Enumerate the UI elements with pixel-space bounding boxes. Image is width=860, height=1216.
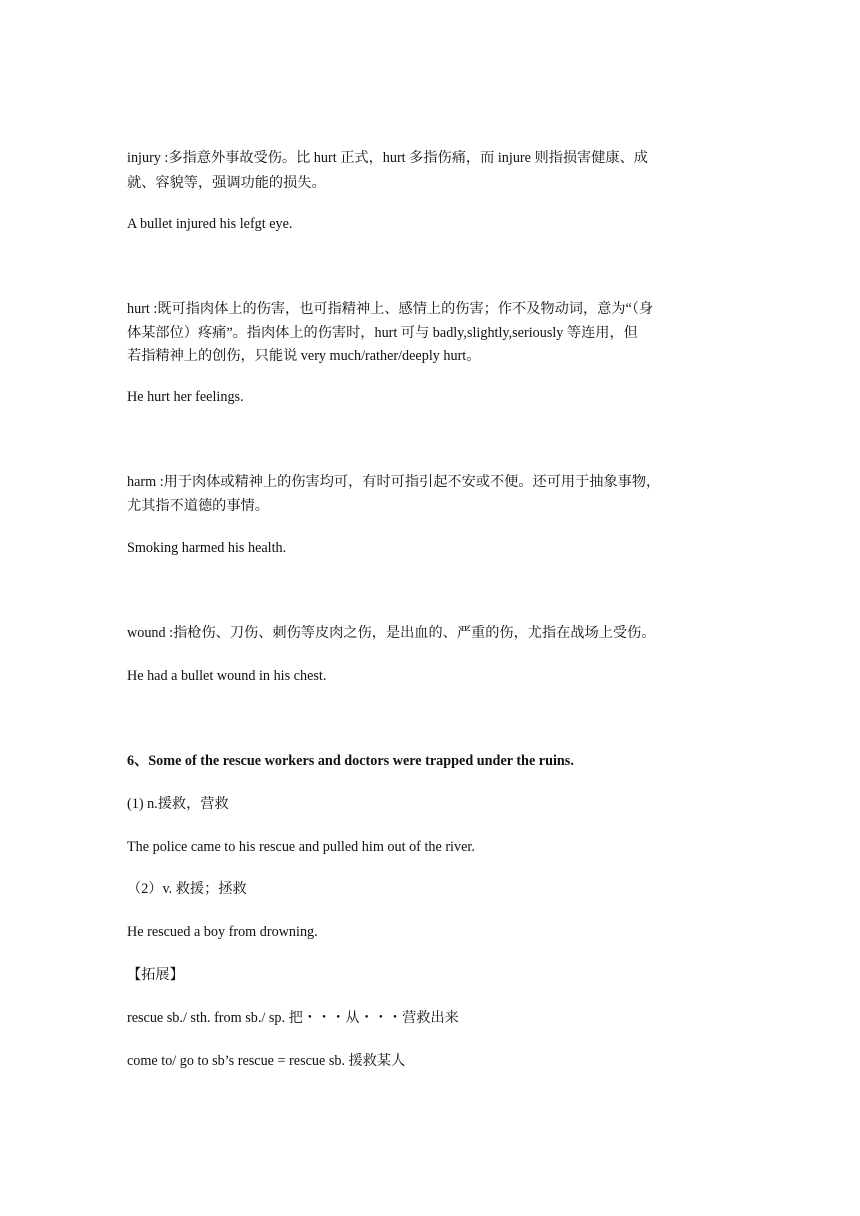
hurt-definition-line-2: 体某部位）疼痛”。指肉体上的伤害时，hurt 可与 badly,slightly,seriously 等连用，但 — [127, 325, 638, 341]
rescue-noun-meaning: (1) n.援救，营救 — [127, 796, 229, 812]
section-6-heading: 6、Some of the rescue workers and doctors were trapped under the ruins. — [127, 753, 574, 769]
injury-definition-line-2: 就、容貌等，强调功能的损失。 — [127, 175, 326, 191]
hurt-definition-line-1: hurt :既可指肉体上的伤害，也可指精神上、感情上的伤害；作不及物动词，意为“（身 — [127, 301, 654, 317]
wound-definition: wound :指枪伤、刀伤、刺伤等皮肉之伤，是出血的、严重的伤，尤指在战场上受伤。 — [127, 625, 656, 641]
rescue-phrase-2: come to/ go to sb’s rescue = rescue sb. 援救某人 — [127, 1053, 406, 1069]
hurt-definition-line-3: 若指精神上的创伤，只能说 very much/rather/deeply hurt。 — [127, 348, 481, 364]
harm-definition-line-2: 尤其指不道德的事情。 — [127, 498, 269, 514]
wound-example: He had a bullet wound in his chest. — [127, 668, 327, 684]
expansion-heading: 【拓展】 — [127, 967, 184, 983]
rescue-verb-meaning: （2）v. 救援；拯救 — [127, 881, 247, 897]
harm-definition-line-1: harm :用于肉体或精神上的伤害均可，有时可指引起不安或不便。还可用于抽象事物， — [127, 474, 661, 490]
hurt-example: He hurt her feelings. — [127, 389, 244, 405]
rescue-phrase-1: rescue sb./ sth. from sb./ sp. 把・・・从・・・营救出来 — [127, 1010, 459, 1026]
harm-example: Smoking harmed his health. — [127, 540, 287, 556]
injury-example: A bullet injured his lefgt eye. — [127, 216, 293, 232]
rescue-verb-example: He rescued a boy from drowning. — [127, 924, 318, 940]
rescue-noun-example: The police came to his rescue and pulled him out of the river. — [127, 839, 475, 855]
injury-definition-line-1: injury :多指意外事故受伤。比 hurt 正式，hurt 多指伤痛，而 injure 则指损害健康、成 — [127, 150, 648, 166]
